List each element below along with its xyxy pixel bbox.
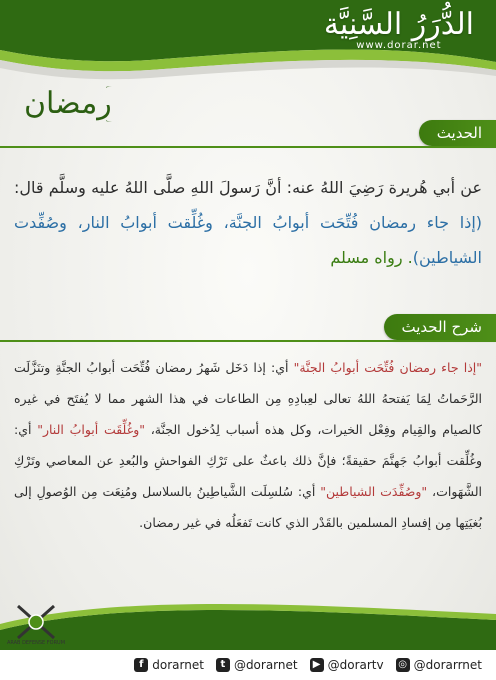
hadith-quote: (إذا جاء رمضان فُتِّحَت أبوابُ الجنَّة، وغُلِّقت أبوابُ النار، وصُفِّدت الشياطين) [14,213,482,267]
hadith-intro: عن أبي هُريرة رَضِيَ اللهُ عنه: أنَّ رَسولَ اللهِ صلَّى اللهُ عليه وسلَّم قال: [14,178,482,197]
brand-logo [324,8,474,51]
crescent-icon [106,84,136,124]
sharh-explanation-3: أي: سُلسِلَت الشَّياطِينُ بالسلاسل ومُنِعَت مِن الوُصولِ إلى بُغيَتِها مِن إفسادِ المسلمين بالقَدْر الذي كانت تَفعَلُه في غير رمضان. [14,484,482,530]
facebook-icon: f [134,658,148,672]
social-twitter-1[interactable] [216,658,298,672]
social-youtube-label: @dorartv [327,658,384,672]
sharh-text [14,352,482,538]
social-instagram-label: @dorarrnet [413,658,482,672]
sharh-quote-3: "وصُفِّدَت الشياطين" [320,484,428,499]
hadith-narrator: . رواه مسلم [330,248,413,267]
sharh-quote-1: "إذا جاء رمضان فُتِّحَت أبوابُ الجنَّة" [293,360,482,375]
sharh-quote-2: "وغُلِّقَت أبوابُ النار" [37,422,146,437]
sharh-explanation-2: أي: وغُلِّقت أبوابُ جَهنَّمَ حقيقةً؛ فإنَّ ذلك باعثٌ على تَرْكِ الفواحشِ والبُعدِ عن المعاصي وتَرْكِ الشَّهَوات، [14,422,482,499]
brand-url: www.dorar.net [356,40,442,51]
sharh-explanation-1: أي: إذا دَخَل شَهرُ رمضان فُتِّحَت أبوابُ الجنَّةِ وتنَزَّلَت الرَّحَماتُ لِمَا يَفتحهُ اللهُ تعالى لعِبادِهِ مِن الطاعات في هذا الشهر مما لا يُفتَح في غيره كالصيام والقِيام وفِعْل الخيرات، وكل هذه أسباب لِدُخول الجنَّة، [14,360,482,437]
bottom-swoosh-decoration [0,590,496,650]
social-footer [0,650,496,680]
social-facebook-label: dorarnet [152,658,204,672]
social-instagram[interactable] [396,658,482,672]
ramadan-mark [10,76,140,130]
ramadan-label: رمضان [24,86,112,121]
logo-caption: ARAB DEFENSE FORUM [6,640,66,646]
hadith-section-title: الحديث [419,120,496,146]
instagram-icon: ◎ [396,658,410,672]
social-facebook[interactable] [134,658,204,672]
social-youtube[interactable] [310,658,384,672]
youtube-icon: ▶ [310,658,324,672]
social-twitter-1-label: @dorarnet [233,658,298,672]
brand-name: الدُّرَرُ السَّنِيَّة [323,7,474,42]
hadith-text [14,170,482,275]
crossed-swords-logo [10,602,62,644]
sharh-section-title: شرح الحديث [384,314,496,340]
twitter-icon: t [216,658,230,672]
